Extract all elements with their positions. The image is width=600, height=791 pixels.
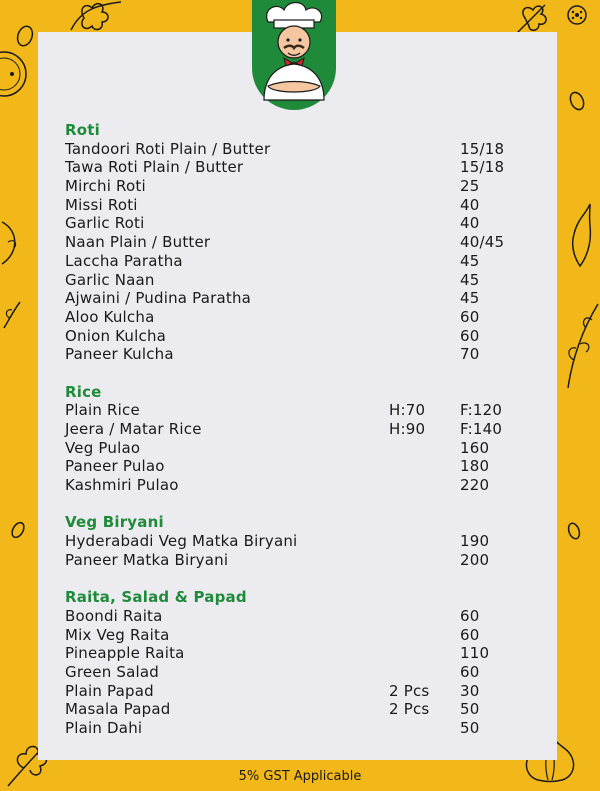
item-price: 45 — [460, 270, 480, 289]
chili-icon — [560, 200, 596, 270]
menu-item — [65, 607, 545, 626]
seed-icon — [564, 520, 584, 542]
item-name: Paneer Pulao — [65, 457, 165, 476]
item-name: Hyderabadi Veg Matka Biryani — [65, 532, 298, 551]
item-name: Plain Papad — [65, 681, 154, 700]
item-name: Jeera / Matar Rice — [65, 420, 202, 438]
item-name: Laccha Paratha — [65, 251, 183, 270]
item-price: 60 — [460, 606, 480, 625]
item-price: 15/18 — [460, 139, 505, 158]
item-name: Pineapple Raita — [65, 644, 185, 663]
item-price: 70 — [460, 345, 480, 364]
menu-item — [65, 345, 545, 364]
menu-item — [65, 663, 545, 682]
item-price: 40 — [460, 195, 480, 214]
item-name: Plain Rice — [65, 401, 140, 420]
item-portion: 2 Pcs — [389, 681, 430, 700]
section-title: Raita, Salad & Papad — [65, 588, 247, 607]
item-portion: 2 Pcs — [389, 700, 430, 719]
menu-item — [65, 682, 545, 701]
item-name: Garlic Roti — [65, 214, 145, 233]
menu-item — [65, 140, 545, 159]
item-name: Tawa Roti Plain / Butter — [65, 158, 244, 177]
menu-item — [65, 644, 545, 663]
menu-item — [65, 532, 545, 551]
menu-item — [65, 401, 545, 420]
item-price: 190 — [460, 532, 490, 551]
item-name: Mirchi Roti — [65, 177, 146, 196]
item-name: Boondi Raita — [65, 606, 163, 625]
gst-note: 5% GST Applicable — [238, 769, 362, 784]
item-name: Plain Dahi — [65, 719, 143, 737]
chef-mascot-icon — [252, 0, 336, 110]
item-price: 40 — [460, 214, 480, 233]
tomato-slice-icon — [566, 4, 588, 26]
menu-item — [65, 327, 545, 346]
item-price: 60 — [460, 625, 480, 644]
menu-item — [65, 420, 545, 439]
item-price: 50 — [460, 700, 480, 719]
section-title: Roti — [65, 121, 100, 139]
menu-item — [65, 700, 545, 719]
item-price: 60 — [460, 307, 480, 326]
menu-item — [65, 233, 545, 252]
item-name: Garlic Naan — [65, 270, 155, 289]
menu-item — [65, 308, 545, 327]
menu-item — [65, 457, 545, 476]
menu-item — [65, 252, 545, 271]
section-title: Rice — [65, 382, 102, 401]
item-price: 220 — [460, 476, 490, 495]
menu-list — [65, 121, 545, 756]
herb-leaf-icon — [562, 300, 600, 390]
item-price: F:120 — [460, 401, 503, 420]
garlic-icon — [0, 212, 24, 272]
item-price: 40/45 — [460, 233, 505, 252]
menu-item — [65, 626, 545, 645]
menu-section — [65, 513, 545, 569]
item-price: 60 — [460, 662, 480, 681]
item-name: Paneer Matka Biryani — [65, 550, 229, 569]
menu-section — [65, 121, 545, 364]
herb-leaf-icon — [2, 300, 22, 330]
menu-item — [65, 271, 545, 290]
chef-badge — [252, 0, 336, 110]
item-price: 60 — [460, 326, 480, 345]
item-price: F:140 — [460, 420, 503, 438]
item-price: 30 — [460, 681, 480, 700]
menu-section — [65, 588, 545, 738]
item-name: Veg Pulao — [65, 438, 141, 457]
item-price: 180 — [460, 457, 490, 476]
seed-icon — [8, 520, 28, 540]
item-name: Ajwaini / Pudina Paratha — [65, 289, 252, 308]
item-price: 110 — [460, 644, 490, 663]
item-name: Kashmiri Pulao — [65, 476, 179, 495]
item-name: Mix Veg Raita — [65, 625, 170, 644]
item-name: Naan Plain / Butter — [65, 233, 211, 252]
seed-icon — [566, 90, 588, 112]
menu-item — [65, 289, 545, 308]
item-portion: H:70 — [389, 401, 426, 420]
item-name: Masala Papad — [65, 700, 171, 719]
item-portion: H:90 — [389, 420, 426, 438]
item-name: Green Salad — [65, 662, 159, 681]
menu-item — [65, 214, 545, 233]
menu-item — [65, 158, 545, 177]
menu-item — [65, 719, 545, 738]
item-price: 45 — [460, 289, 480, 308]
menu-section — [65, 383, 545, 495]
menu-item — [65, 196, 545, 215]
item-name: Aloo Kulcha — [65, 307, 155, 326]
menu-item — [65, 476, 545, 495]
section-title: Veg Biryani — [65, 513, 164, 532]
item-name: Missi Roti — [65, 195, 138, 214]
item-name: Paneer Kulcha — [65, 345, 174, 364]
menu-item — [65, 177, 545, 196]
seed-icon — [14, 24, 36, 48]
menu-item — [65, 551, 545, 570]
item-name: Tandoori Roti Plain / Butter — [65, 139, 271, 158]
herb-leaf-icon — [66, 0, 126, 36]
item-price: 200 — [460, 550, 490, 569]
item-price: 25 — [460, 177, 480, 196]
item-price: 50 — [460, 719, 480, 737]
item-price: 160 — [460, 438, 490, 457]
item-price: 15/18 — [460, 158, 505, 177]
lemon-icon — [0, 46, 28, 102]
menu-item — [65, 439, 545, 458]
item-price: 45 — [460, 251, 480, 270]
item-name: Onion Kulcha — [65, 326, 167, 345]
